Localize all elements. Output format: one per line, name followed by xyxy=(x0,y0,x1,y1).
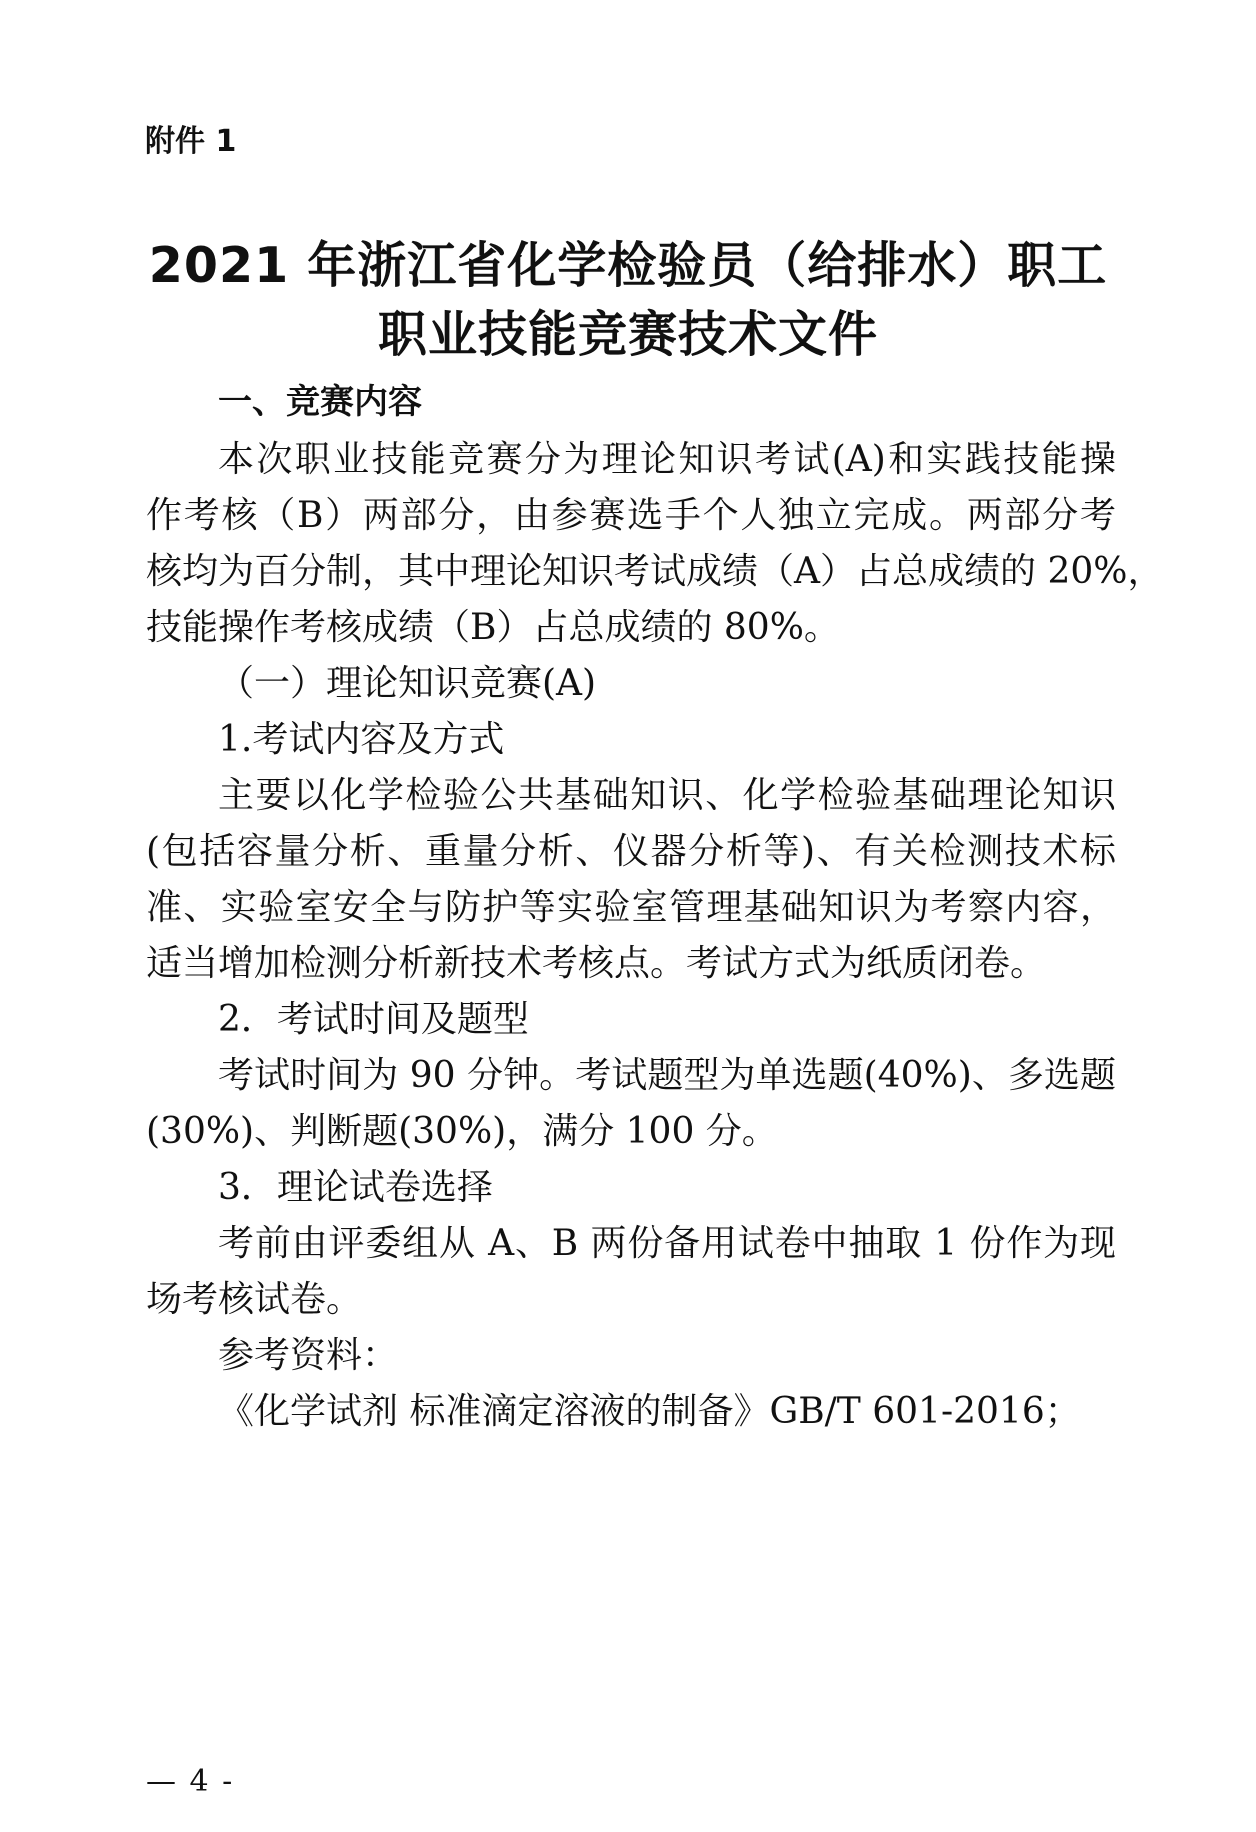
paragraph-line: 主要以化学检验公共基础知识、化学检验基础理论知识 xyxy=(218,775,1116,816)
paragraph-line: 适当增加检测分析新技术考核点。考试方式为纸质闭卷。 xyxy=(146,943,1047,984)
paragraph-line: 场考核试卷。 xyxy=(146,1279,363,1320)
subsection-heading-theory: （一）理论知识竞赛(A) xyxy=(218,663,597,704)
item-heading-paper-selection: 3．理论试卷选择 xyxy=(218,1167,493,1208)
paragraph-line: 考前由评委组从 A、B 两份备用试卷中抽取 1 份作为现 xyxy=(218,1223,1116,1264)
document-title-line-1: 2021 年浙江省化学检验员（给排水）职工 xyxy=(148,237,1108,294)
references-heading: 参考资料： xyxy=(218,1335,399,1376)
item-heading-exam-time: 2．考试时间及题型 xyxy=(218,999,529,1040)
page-number: — 4 - xyxy=(146,1764,235,1799)
attachment-label: 附件 1 xyxy=(145,124,237,159)
paragraph-line: 作考核（B）两部分，由参赛选手个人独立完成。两部分考 xyxy=(146,495,1116,536)
section-heading-competition-content: 一、竞赛内容 xyxy=(218,382,422,422)
reference-item: 《化学试剂 标准滴定溶液的制备》GB/T 601-2016； xyxy=(218,1391,1081,1432)
paragraph-line: (包括容量分析、重量分析、仪器分析等)、有关检测技术标 xyxy=(146,831,1116,872)
paragraph-line: 准、实验室安全与防护等实验室管理基础知识为考察内容， xyxy=(146,887,1116,928)
paragraph-line: 考试时间为 90 分钟。考试题型为单选题(40%)、多选题 xyxy=(218,1055,1116,1096)
paragraph-line: (30%)、判断题(30%)，满分 100 分。 xyxy=(146,1111,778,1152)
item-heading-exam-content: 1.考试内容及方式 xyxy=(218,719,505,760)
paragraph-line: 本次职业技能竞赛分为理论知识考试(A)和实践技能操 xyxy=(218,439,1116,480)
document-title-line-2: 职业技能竞赛技术文件 xyxy=(377,306,878,363)
paragraph-line: 技能操作考核成绩（B）占总成绩的 80%。 xyxy=(146,607,840,648)
paragraph-line: 核均为百分制，其中理论知识考试成绩（A）占总成绩的 20%， xyxy=(146,551,1164,592)
